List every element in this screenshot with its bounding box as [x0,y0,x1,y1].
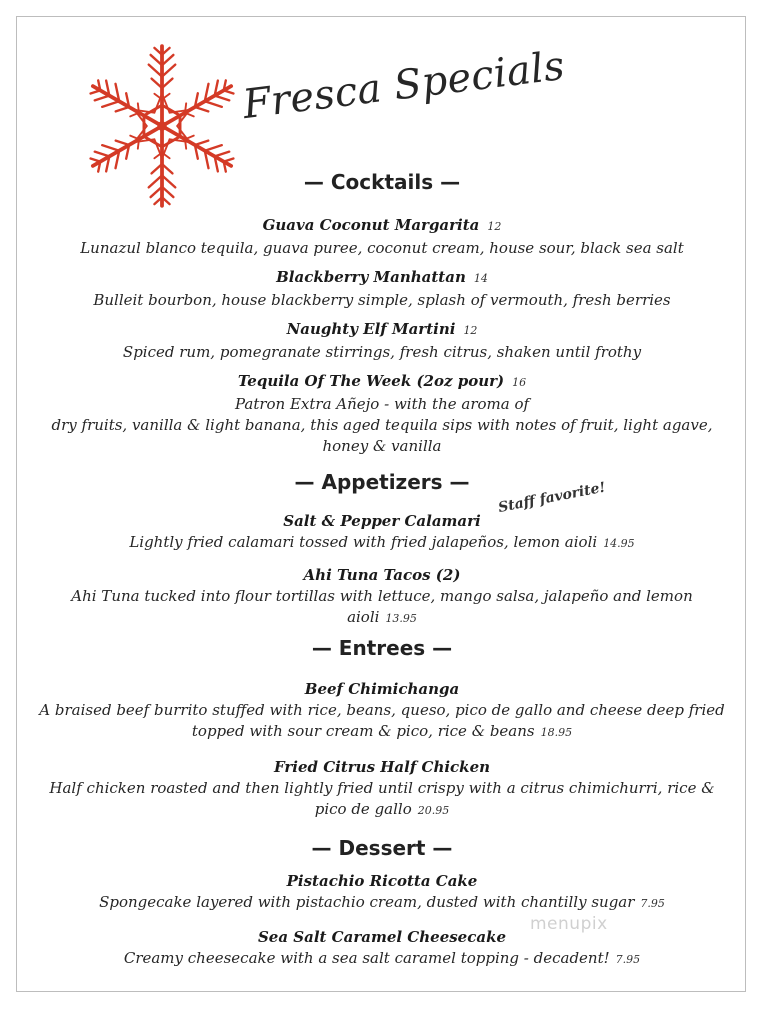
item-description-text: aioli [347,608,380,626]
item-name: Fried Citrus Half Chicken [273,758,491,776]
item-name: Tequila Of The Week (2oz pour) [237,372,505,390]
item-name-line [30,214,734,238]
item-price: 14 [473,272,488,285]
item-description: Patron Extra Añejo - with the aroma of [234,395,530,413]
menu-item [30,756,734,821]
item-price: 20.95 [417,804,450,817]
item-price: 7.95 [640,897,665,910]
item-description: Bulleit bourbon, house blackberry simple, splash of vermouth, fresh berries [93,291,671,309]
menu-item [30,678,734,743]
staff-favorite-note: Staff favorite! [496,479,607,516]
section-title-appetizers: — Appetizers — [294,470,470,494]
section-title-cocktails: — Cocktails — [303,170,461,194]
item-description [30,532,734,554]
item-description [30,721,734,743]
item-description: Ahi Tuna tucked into flour tortillas with lettuce, mango salsa, jalapeño and lemon [71,587,693,605]
item-price: 18.95 [540,726,573,739]
item-price: 12 [487,220,502,233]
item-name: Salt & Pepper Calamari [283,512,481,530]
item-price: 16 [512,376,527,389]
item-name: Sea Salt Caramel Cheesecake [257,928,507,946]
watermark: menupix [530,914,608,934]
item-price: 13.95 [385,612,417,625]
section-title-entrees: — Entrees — [311,636,453,660]
item-name: Ahi Tuna Tacos (2) [303,566,461,584]
menu-item [30,510,734,554]
item-description [30,607,734,629]
item-description-text: topped with sour cream & pico, rice & beans [191,722,535,740]
menu-item [30,564,734,629]
item-price: 14.95 [603,537,635,550]
item-description [30,948,734,970]
menu-item [30,266,734,311]
menu-item [30,318,734,363]
item-description: Half chicken roasted and then lightly fried until crispy with a citrus chimichurri, rice & [49,779,715,797]
item-name: Pistachio Ricotta Cake [286,872,478,890]
item-name: Beef Chimichanga [304,680,460,698]
menu-item [30,926,734,970]
item-description: A braised beef burrito stuffed with rice, beans, queso, pico de gallo and cheese deep fried [39,701,725,719]
item-description-text: Spongecake layered with pistachio cream, dusted with chantilly sugar [99,893,635,911]
item-description [30,799,734,821]
item-description: dry fruits, vanilla & light banana, this aged tequila sips with notes of fruit, light agave, [51,416,713,434]
item-description-text: Creamy cheesecake with a sea salt caramel topping - decadent! [123,949,610,967]
item-description: honey & vanilla [322,437,442,455]
menu-item [30,370,734,457]
menu-item [30,870,734,914]
item-price: 12 [463,324,478,337]
item-description-text: Lightly fried calamari tossed with fried jalapeños, lemon aioli [129,533,598,551]
item-description: Spiced rum, pomegranate stirrings, fresh citrus, shaken until frothy [122,343,642,361]
item-name-line [30,318,734,342]
item-name: Blackberry Manhattan [276,268,466,286]
menu-item [30,214,734,259]
item-description-text: pico de gallo [314,800,412,818]
item-description: Lunazul blanco tequila, guava puree, coconut cream, house sour, black sea salt [80,239,684,257]
item-name-line [30,370,734,394]
item-price: 7.95 [615,953,641,966]
item-name: Guava Coconut Margarita [262,216,480,234]
section-title-dessert: — Dessert — [311,836,453,860]
item-description [30,892,734,914]
page-title: Fresca Specials [240,42,568,128]
item-name-line [30,266,734,290]
item-name: Naughty Elf Martini [286,320,456,338]
